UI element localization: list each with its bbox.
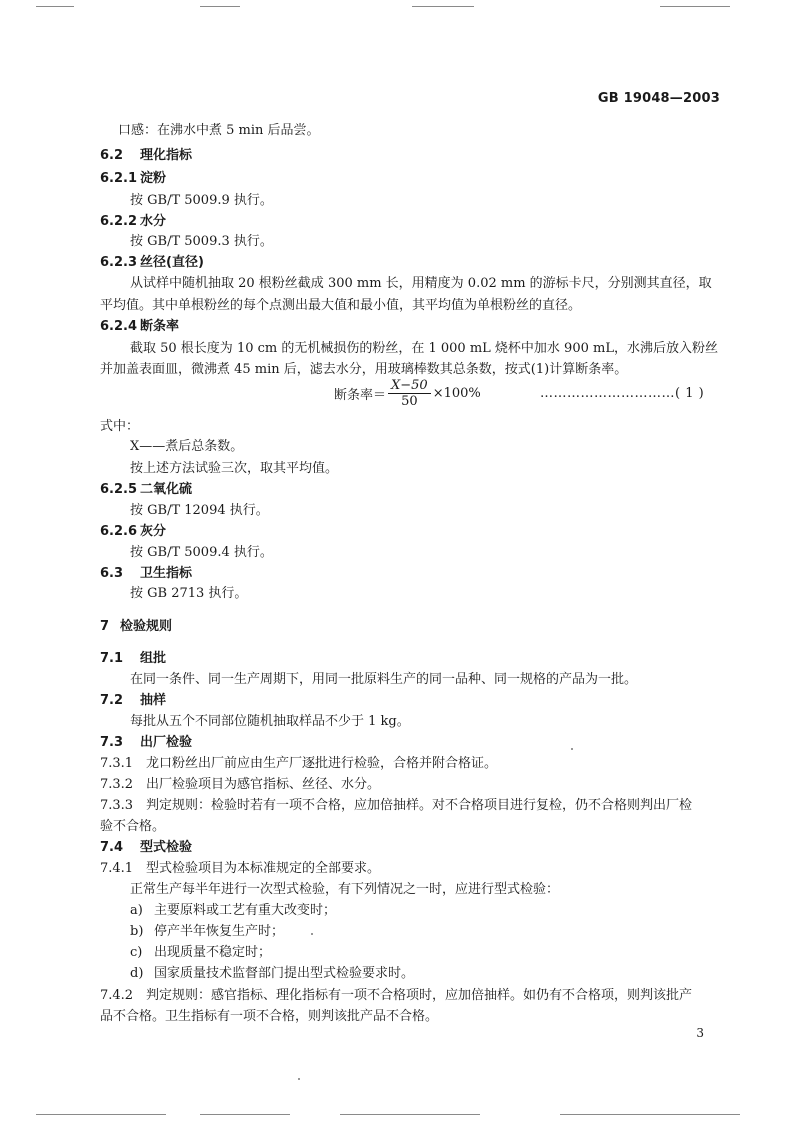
- chapter-title: 检验规则: [120, 619, 173, 634]
- formula-numerator: X−50: [388, 378, 431, 394]
- list-item-c: [130, 944, 271, 961]
- body-line: 按 GB/T 5009.9 执行。: [130, 193, 273, 208]
- section-heading-6-2-3: [100, 254, 204, 271]
- scan-artifact-bottom-1: [36, 1114, 166, 1115]
- section-title: 断条率: [140, 319, 180, 334]
- standard-code-header: GB 19048—2003: [597, 91, 720, 106]
- body-line: 截取 50 根长度为 10 cm 的无机械损伤的粉丝，在 1 000 mL 烧杯中加水 900 mL，水沸后放入粉丝: [130, 341, 718, 356]
- section-heading-6-2-5: [100, 481, 192, 498]
- section-heading-6-3: [100, 565, 192, 582]
- section-title: 组批: [140, 651, 167, 666]
- clause-7-4-1: [100, 860, 380, 877]
- section-title: 丝径(直径): [140, 255, 204, 270]
- scan-artifact-top-2: [200, 6, 240, 7]
- section-heading-7-2: [100, 692, 166, 709]
- section-title: 卫生指标: [140, 566, 193, 581]
- section-number: 6.3: [100, 566, 124, 581]
- section-heading-6-2-1: [100, 170, 166, 187]
- section-number: 6.2.1: [100, 171, 138, 186]
- list-item-label: c): [130, 945, 143, 960]
- list-item-label: d): [130, 966, 144, 981]
- scan-speck: [571, 748, 573, 750]
- chapter-number: 7: [100, 619, 110, 634]
- section-number: 6.2: [100, 148, 124, 163]
- scan-artifact-bottom-4: [560, 1114, 740, 1115]
- list-item-text: 主要原料或工艺有重大改变时；: [154, 903, 337, 918]
- list-item-text: 国家质量技术监督部门提出型式检验要求时。: [154, 966, 415, 981]
- list-item-d: [130, 965, 414, 982]
- section-heading-6-2-2: [100, 213, 166, 230]
- formula-number: ( 1 ): [675, 386, 705, 401]
- section-number: 6.2.3: [100, 255, 138, 270]
- section-title: 水分: [140, 214, 167, 229]
- clause-number: 7.4.1: [100, 861, 134, 876]
- section-title: 二氧化硫: [140, 482, 193, 497]
- section-title: 出厂检验: [140, 735, 193, 750]
- formula-tail: ×100%: [432, 386, 481, 401]
- clause-text: 型式检验项目为本标准规定的全部要求。: [146, 861, 381, 876]
- section-number: 6.2.4: [100, 319, 138, 334]
- list-item-b: [130, 923, 284, 940]
- section-number: 7.3: [100, 735, 124, 750]
- clause-7-3-3: [100, 797, 692, 814]
- scan-artifact-top-4: [660, 6, 730, 7]
- scan-speck: [298, 1078, 300, 1080]
- section-title: 理化指标: [140, 148, 193, 163]
- clause-7-3-2: [100, 776, 380, 793]
- clause-number: 7.3.3: [100, 798, 134, 813]
- section-number: 7.2: [100, 693, 124, 708]
- section-heading-6-2-6: [100, 523, 166, 540]
- clause-text: 出厂检验项目为感官指标、丝径、水分。: [146, 777, 381, 792]
- scan-artifact-bottom-2: [200, 1114, 290, 1115]
- body-line: 验不合格。: [100, 819, 166, 834]
- section-title: 抽样: [140, 693, 167, 708]
- page-number: 3: [696, 1026, 704, 1040]
- clause-text: 判定规则：检验时若有一项不合格，应加倍抽样。对不合格项目进行复检，仍不合格则判出厂检: [146, 798, 693, 813]
- body-line: 按 GB/T 12094 执行。: [130, 503, 269, 518]
- body-line: 每批从五个不同部位随机抽取样品不少于 1 kg。: [130, 714, 410, 729]
- section-number: 7.1: [100, 651, 124, 666]
- list-item-a: [130, 902, 336, 919]
- formula-label: 断条率＝: [334, 388, 387, 403]
- body-line: 从试样中随机抽取 20 根粉丝截成 300 mm 长，用精度为 0.02 mm 的游标卡尺，分别测其直径，取: [130, 276, 712, 291]
- body-line: 品不合格。卫生指标有一项不合格，则判该批产品不合格。: [100, 1009, 439, 1024]
- section-heading-7-3: [100, 734, 192, 751]
- body-line: 在同一条件、同一生产周期下，用同一批原料生产的同一品种、同一规格的产品为一批。: [130, 672, 638, 687]
- list-item-text: 出现质量不稳定时；: [154, 945, 272, 960]
- clause-7-3-1: [100, 755, 497, 772]
- body-line: 按 GB 2713 执行。: [130, 586, 248, 601]
- scan-speck: [311, 933, 313, 935]
- section-heading-7-1: [100, 650, 166, 667]
- formula-fraction: [388, 378, 431, 409]
- section-heading-6-2-4: [100, 318, 179, 335]
- clause-number: 7.4.2: [100, 988, 134, 1003]
- list-item-text: 停产半年恢复生产时；: [154, 924, 285, 939]
- body-line: 口感：在沸水中煮 5 min 后品尝。: [118, 123, 320, 138]
- section-number: 6.2.2: [100, 214, 138, 229]
- section-title: 淀粉: [140, 171, 167, 186]
- body-line: 按 GB/T 5009.4 执行。: [130, 545, 273, 560]
- body-line: 正常生产每半年进行一次型式检验，有下列情况之一时，应进行型式检验：: [130, 882, 560, 897]
- where-label: 式中：: [100, 419, 140, 434]
- section-title: 灰分: [140, 524, 167, 539]
- chapter-heading-7: [100, 618, 172, 635]
- formula-leader: …………………………: [540, 386, 675, 401]
- section-number: 6.2.5: [100, 482, 138, 497]
- scan-artifact-top-3: [412, 6, 474, 7]
- clause-text: 判定规则：感官指标、理化指标有一项不合格项时，应加倍抽样。如仍有不合格项，则判该批产: [146, 988, 693, 1003]
- section-number: 7.4: [100, 840, 124, 855]
- formula-denominator: 50: [401, 394, 418, 409]
- body-line: 平均值。其中单根粉丝的每个点测出最大值和最小值，其平均值为单根粉丝的直径。: [100, 298, 582, 313]
- formula-leader-and-number: [540, 386, 704, 401]
- clause-7-4-2: [100, 987, 692, 1004]
- body-line: 并加盖表面皿，微沸煮 45 min 后，滤去水分，用玻璃棒数其总条数，按式(1)计算断条率。: [100, 362, 628, 377]
- clause-text: 龙口粉丝出厂前应由生产厂逐批进行检验，合格并附合格证。: [146, 756, 498, 771]
- body-line: 按 GB/T 5009.3 执行。: [130, 234, 273, 249]
- section-heading-7-4: [100, 839, 192, 856]
- section-number: 6.2.6: [100, 524, 138, 539]
- list-item-label: a): [130, 903, 143, 918]
- list-item-label: b): [130, 924, 144, 939]
- clause-number: 7.3.1: [100, 756, 134, 771]
- scan-artifact-top-1: [36, 6, 74, 7]
- break-rate-formula: [334, 378, 481, 409]
- variable-definition: X——煮后总条数。: [130, 439, 244, 454]
- scan-artifact-bottom-3: [340, 1114, 480, 1115]
- body-line: 按上述方法试验三次，取其平均值。: [130, 461, 339, 476]
- section-title: 型式检验: [140, 840, 193, 855]
- section-heading-6-2: [100, 147, 192, 164]
- clause-number: 7.3.2: [100, 777, 134, 792]
